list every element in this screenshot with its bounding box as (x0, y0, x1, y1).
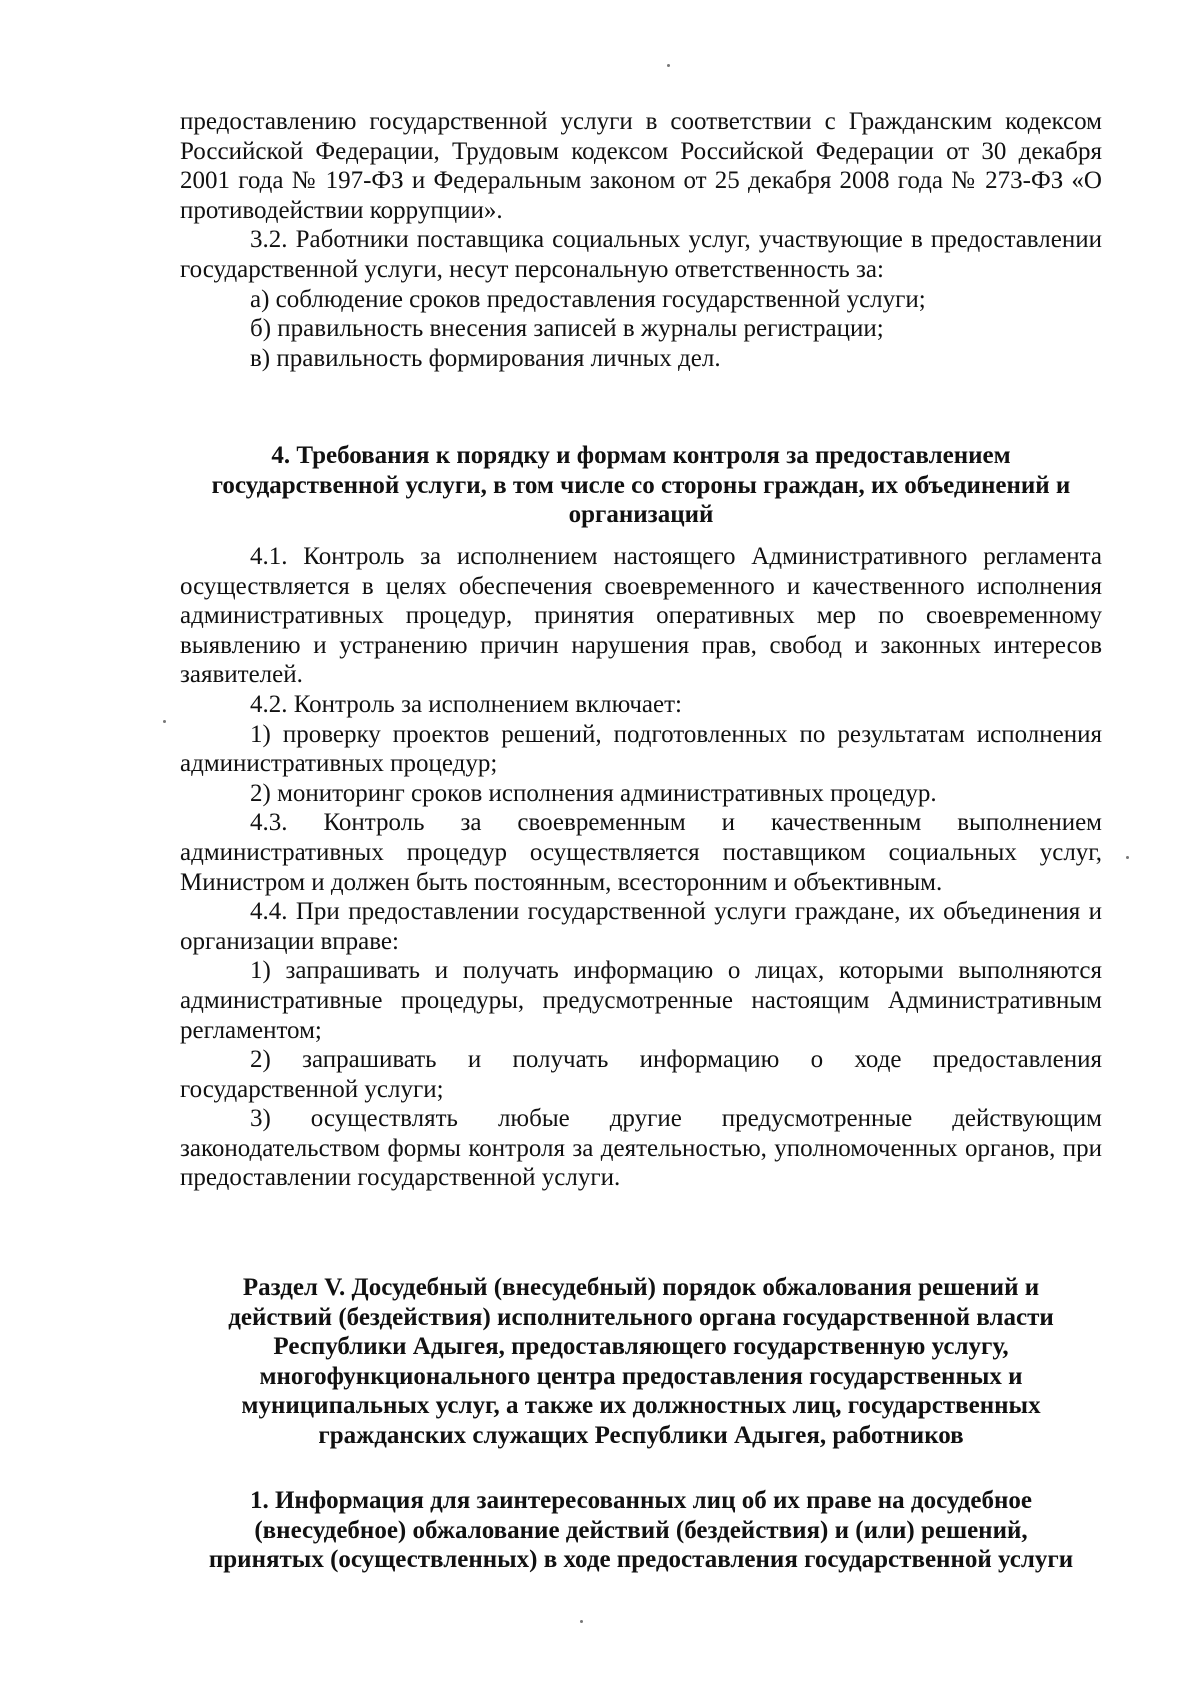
section-4-text (180, 542, 1102, 1193)
list-item-b: б) правильность внесения записей в журналы регистрации; (250, 315, 884, 343)
paragraph-4-2-1: 1) проверку проектов решений, подготовленных по результатам исполнения административных процедур; (180, 720, 1102, 778)
list-item-a: а) соблюдение сроков предоставления государственной услуги; (250, 285, 926, 313)
paragraph-4-4-3: 3) осуществлять любые другие предусмотренные действующим законодательством формы контроля за деятельностью, уполномоченных органов, при предоставлении государственной услуги. (180, 1105, 1102, 1192)
section-4-heading (180, 441, 1102, 530)
heading-line: муниципальных услуг, а также их должностных лиц, государственных (241, 1392, 1041, 1420)
heading-line: 4. Требования к порядку и формам контроля за предоставлением (271, 442, 1011, 469)
paragraph-4-3: 4.3. Контроль за своевременным и качественным выполнением административных процедур осуществляется поставщиком социальных услуг, Министром и должен быть постоянным, всесторонним и объективным. (180, 809, 1102, 896)
heading-line: государственной услуги, в том числе со стороны граждан, их объединений и (211, 471, 1071, 499)
paragraph-4-2: 4.2. Контроль за исполнением включает: (250, 690, 682, 718)
heading-line: Республики Адыгея, предоставляющего государственную услугу, (273, 1333, 1009, 1361)
heading-line: 1. Информация для заинтересованных лиц об их праве на досудебное (249, 1487, 1033, 1514)
heading-line: многофункционального центра предоставления государственных и (259, 1362, 1023, 1390)
scan-speck (163, 720, 166, 723)
paragraph-4-4-2: 2) запрашивать и получать информацию о ходе предоставления государственной услуги; (180, 1046, 1102, 1103)
heading-line: (внесудебное) обжалование действий (бездействия) и (или) решений, (254, 1516, 1028, 1544)
paragraph-continuation: предоставлению государственной услуги в соответствии с Гражданским кодексом Российской Федерации, Трудовым кодексом Российской Федерации от 30 декабря 2001 года № 197-ФЗ и Федеральным законом от 25 декабря 2008 года № 273-ФЗ «О противодействии коррупции». (180, 108, 1102, 224)
paragraph-4-4: 4.4. При предоставлении государственной услуги граждане, их объединения и организации вправе: (180, 898, 1102, 955)
paragraph-3-2: 3.2. Работники поставщика социальных услуг, участвующие в предоставлении государственной услуги, несут персональную ответственность за: (180, 226, 1102, 283)
heading-line: Раздел V. Досудебный (внесудебный) порядок обжалования решений и (242, 1274, 1040, 1301)
heading-line: принятых (осуществленных) в ходе предоставления государственной услуги (208, 1546, 1074, 1574)
scan-speck (580, 1620, 583, 1623)
section-5-heading (180, 1273, 1102, 1451)
heading-line: организаций (568, 501, 714, 529)
paragraph-4-1: 4.1. Контроль за исполнением настоящего Административного регламента осуществляется в целях обеспечения своевременного и качественного исполнения административных процедур, принятия оперативных мер по своевременному выявлению и устранению причин нарушения прав, свобод и законных интересов заявителей. (180, 543, 1102, 689)
paragraph-4-2-2: 2) мониторинг сроков исполнения административных процедур. (250, 779, 937, 807)
subsection-1-heading (180, 1486, 1102, 1575)
paragraph-4-4-1: 1) запрашивать и получать информацию о лицах, которыми выполняются административные процедуры, предусмотренные настоящим Административным регламентом; (180, 957, 1102, 1044)
list-item-v: в) правильность формирования личных дел. (250, 344, 721, 372)
heading-line: гражданских служащих Республики Адыгея, работников (318, 1421, 964, 1449)
section-3-text (180, 107, 1102, 373)
heading-line: действий (бездействия) исполнительного органа государственной власти (228, 1303, 1054, 1331)
scan-speck (1126, 856, 1129, 859)
scan-speck (667, 64, 670, 67)
